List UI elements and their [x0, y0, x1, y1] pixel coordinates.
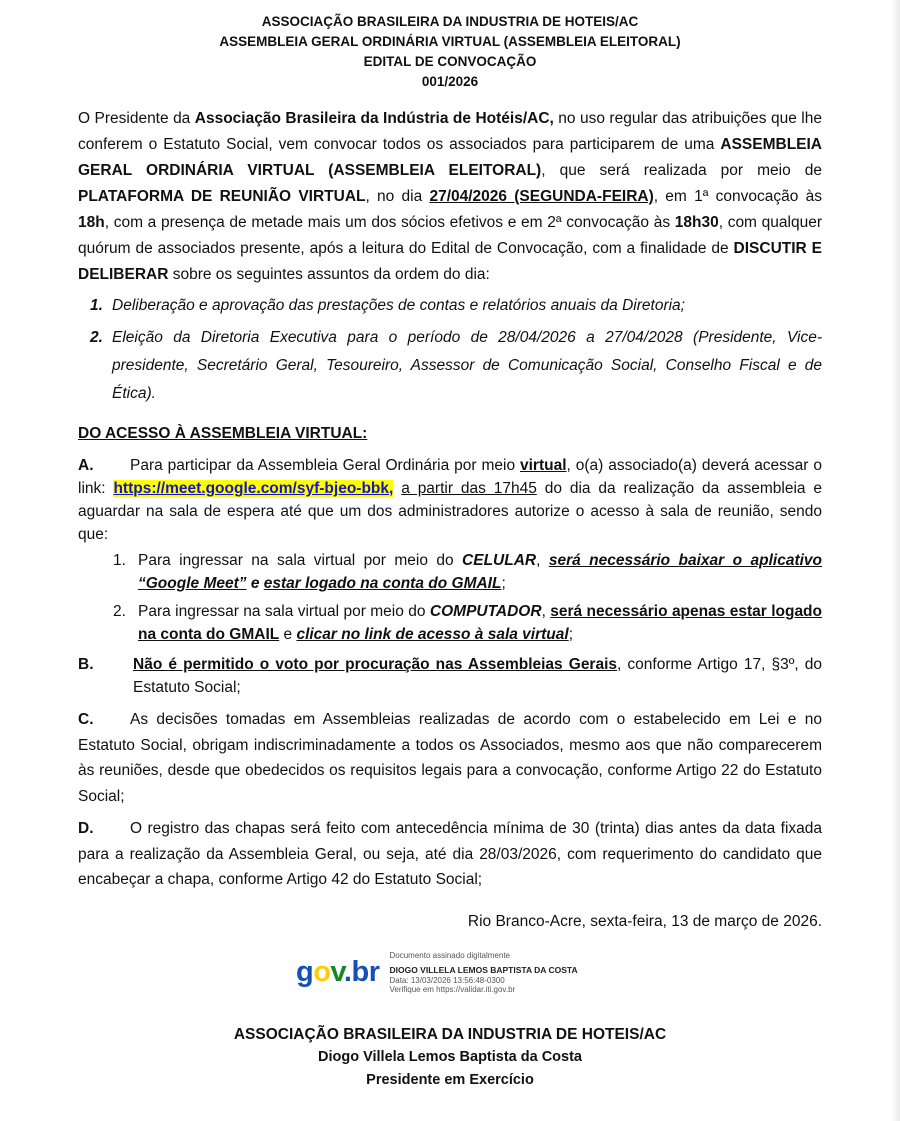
agenda-item-number: 1. [90, 297, 103, 314]
page-edge-shadow [891, 0, 900, 1121]
text-run: 18h30 [674, 214, 719, 231]
text-run: Associação Brasileira da Indústria de Hotéis/AC, [194, 110, 554, 127]
text-run: , o(a) associado(a) deverá acessar o link: [78, 457, 823, 497]
text-run: , que será realizada por meio de [541, 162, 822, 179]
text-run: Para ingressar na sala virtual por meio do [138, 552, 463, 569]
text-run: ASSEMBLEIA GERAL ORDINÁRIA VIRTUAL (ASSEMBLEIA ELEITORAL) [78, 136, 822, 179]
text-run: , com qualquer quórum de associados presente, após a leitura do Edital de Convocação, com a finalidade de [78, 214, 822, 257]
text-run: sobre os seguintes assuntos da ordem do dia: [168, 266, 490, 283]
stamp-signature-date: Data: 13/03/2026 13:56:48-0300 [389, 975, 505, 985]
signature-block [78, 1023, 822, 1092]
text-run: Não é permitido o voto por procuração nas Assembleias Gerais [133, 656, 618, 673]
agenda-item-number: 2. [90, 329, 103, 346]
clause-a-text [78, 457, 822, 543]
agenda-item-text [112, 329, 822, 402]
agenda-item-1 [78, 292, 822, 320]
text-run: clicar no link de acesso à sala virtual [296, 626, 569, 643]
govbr-logo-letter: g [296, 956, 314, 988]
sub-item-text [138, 603, 822, 643]
date-place-line: Rio Branco-Acre, sexta-feira, 13 de março de 2026. [467, 912, 822, 930]
text-run: e [279, 626, 297, 643]
text-run: 27/04/2026 (SEGUNDA-FEIRA) [429, 188, 654, 205]
agenda-list [78, 292, 822, 408]
access-section-heading: DO ACESSO À ASSEMBLEIA VIRTUAL: [78, 425, 368, 442]
clause-c [78, 707, 822, 809]
text-run: virtual [520, 457, 567, 474]
text-run: DISCUTIR E DELIBERAR [78, 240, 822, 283]
clause-d [78, 816, 822, 893]
header-association-line: ASSOCIAÇÃO BRASILEIRA DA INDUSTRIA DE HOTEIS/AC [261, 14, 639, 29]
govbr-logo-letter: o [313, 956, 331, 988]
text-run: , conforme Artigo 17, §3º, do Estatuto Social; [133, 656, 822, 696]
clause-b-text [133, 656, 822, 696]
text-run: Deliberação e aprovação das prestações de contas e relatórios anuais da Diretoria; [112, 297, 685, 314]
text-run: , em 1ª convocação às [653, 188, 823, 205]
text-run: O registro das chapas será feito com antecedência mínima de 30 (trinta) dias antes da data fixada para a realização da Assembleia Geral, ou seja, até dia 28/03/2026, com requerimento do candidato que encabeçar a chapa, conforme Artigo 42 do Estatuto Social; [78, 820, 822, 888]
meet-link-url[interactable]: https://meet.google.com/syf-bjeo-bbk, [113, 480, 394, 497]
text-run: no uso regular das atribuições que lhe conferem o Estatuto Social, vem convocar todos os associados para participarem de uma [78, 110, 822, 153]
text-run: ; [568, 626, 574, 643]
stamp-signed-label: Documento assinado digitalmente [389, 950, 510, 960]
text-run: a partir das 17h45 [401, 480, 537, 497]
digital-signature-stamp [296, 951, 822, 995]
clause-c-label: C. [78, 711, 94, 728]
text-run: será necessário baixar o aplicativo “Google Meet” [138, 552, 822, 592]
clause-a-label: A. [78, 457, 94, 474]
text-run: O Presidente da [78, 110, 195, 127]
intro-paragraph [78, 106, 822, 288]
govbr-logo-letter: v [330, 956, 344, 988]
access-sub-item-2 [78, 600, 822, 646]
agenda-item-text [112, 297, 685, 314]
clause-b-label: B. [78, 656, 94, 673]
header-assembly-line: ASSEMBLEIA GERAL ORDINÁRIA VIRTUAL (ASSEMBLEIA ELEITORAL) [219, 34, 681, 49]
text-run: e [250, 575, 260, 592]
text-run: Eleição da Diretoria Executiva para o período de 28/04/2026 a 27/04/2028 (Presidente, Vice-presidente, Secretário Geral, Tesoureiro, Assessor de Comunicação Social, Conselho Fiscal e de Ética). [112, 329, 822, 402]
agenda-item-2 [78, 324, 822, 408]
stamp-signer-name: DIOGO VILLELA LEMOS BAPTISTA DA COSTA [389, 965, 578, 975]
text-run: As decisões tomadas em Assembleias realizadas de acordo com o estabelecido em Lei e no Estatuto Social, obrigam indiscriminadamente a todos os Associados, mesmo aos que não comparecerem às reuniões, desde que obedecidos os requisitos legais para a convocação, conforme Artigo 22 do Estatuto Social; [78, 711, 822, 805]
text-run: será necessário apenas estar logado na conta do GMAIL [138, 603, 822, 643]
clause-d-label: D. [78, 820, 94, 837]
clause-d-text [78, 820, 822, 888]
clause-b [78, 653, 822, 699]
sub-item-number: 1. [113, 552, 126, 569]
govbr-logo [296, 958, 379, 987]
text-run: Para ingressar na sala virtual por meio do [138, 603, 430, 620]
stamp-verify-url: Verifique em https://validar.iti.gov.br [389, 985, 516, 994]
govbr-logo-letter: br [351, 956, 380, 988]
clause-c-text [78, 711, 822, 805]
text-run: , [536, 552, 549, 569]
access-sub-item-1 [78, 549, 822, 595]
text-run: ; [501, 575, 506, 592]
text-run: , [541, 603, 551, 620]
text-run: , com a presença de metade mais um dos sócios efetivos e em 2ª convocação às [104, 214, 675, 231]
sub-item-text [138, 552, 822, 592]
document-header [78, 0, 822, 92]
text-run: estar logado na conta do GMAIL [263, 575, 502, 592]
text-run: CELULAR [462, 552, 537, 569]
header-edital-line: EDITAL DE CONVOCAÇÃO [363, 54, 537, 69]
govbr-logo-letter: . [343, 956, 352, 988]
sub-item-number: 2. [113, 603, 126, 620]
text-run: Para participar da Assembleia Geral Ordinária por meio [130, 457, 520, 474]
text-run: 18h [78, 214, 105, 231]
signature-stamp-text [389, 951, 577, 995]
text-run: , no dia [365, 188, 430, 205]
signature-org-name: ASSOCIAÇÃO BRASILEIRA DA INDUSTRIA DE HOTEIS/AC [233, 1025, 667, 1043]
header-number-line: 001/2026 [421, 74, 479, 89]
clause-a [78, 454, 822, 546]
text-run: do dia da realização da assembleia e aguardar na sala de espera até que um dos administradores autorize o acesso à sala de reunião, sendo que: [78, 480, 822, 543]
text-run: COMPUTADOR [429, 603, 542, 620]
signature-person-name: Diogo Villela Lemos Baptista da Costa [317, 1048, 583, 1065]
text-run: PLATAFORMA DE REUNIÃO VIRTUAL [78, 188, 366, 205]
signature-person-role: Presidente em Exercício [366, 1071, 534, 1088]
